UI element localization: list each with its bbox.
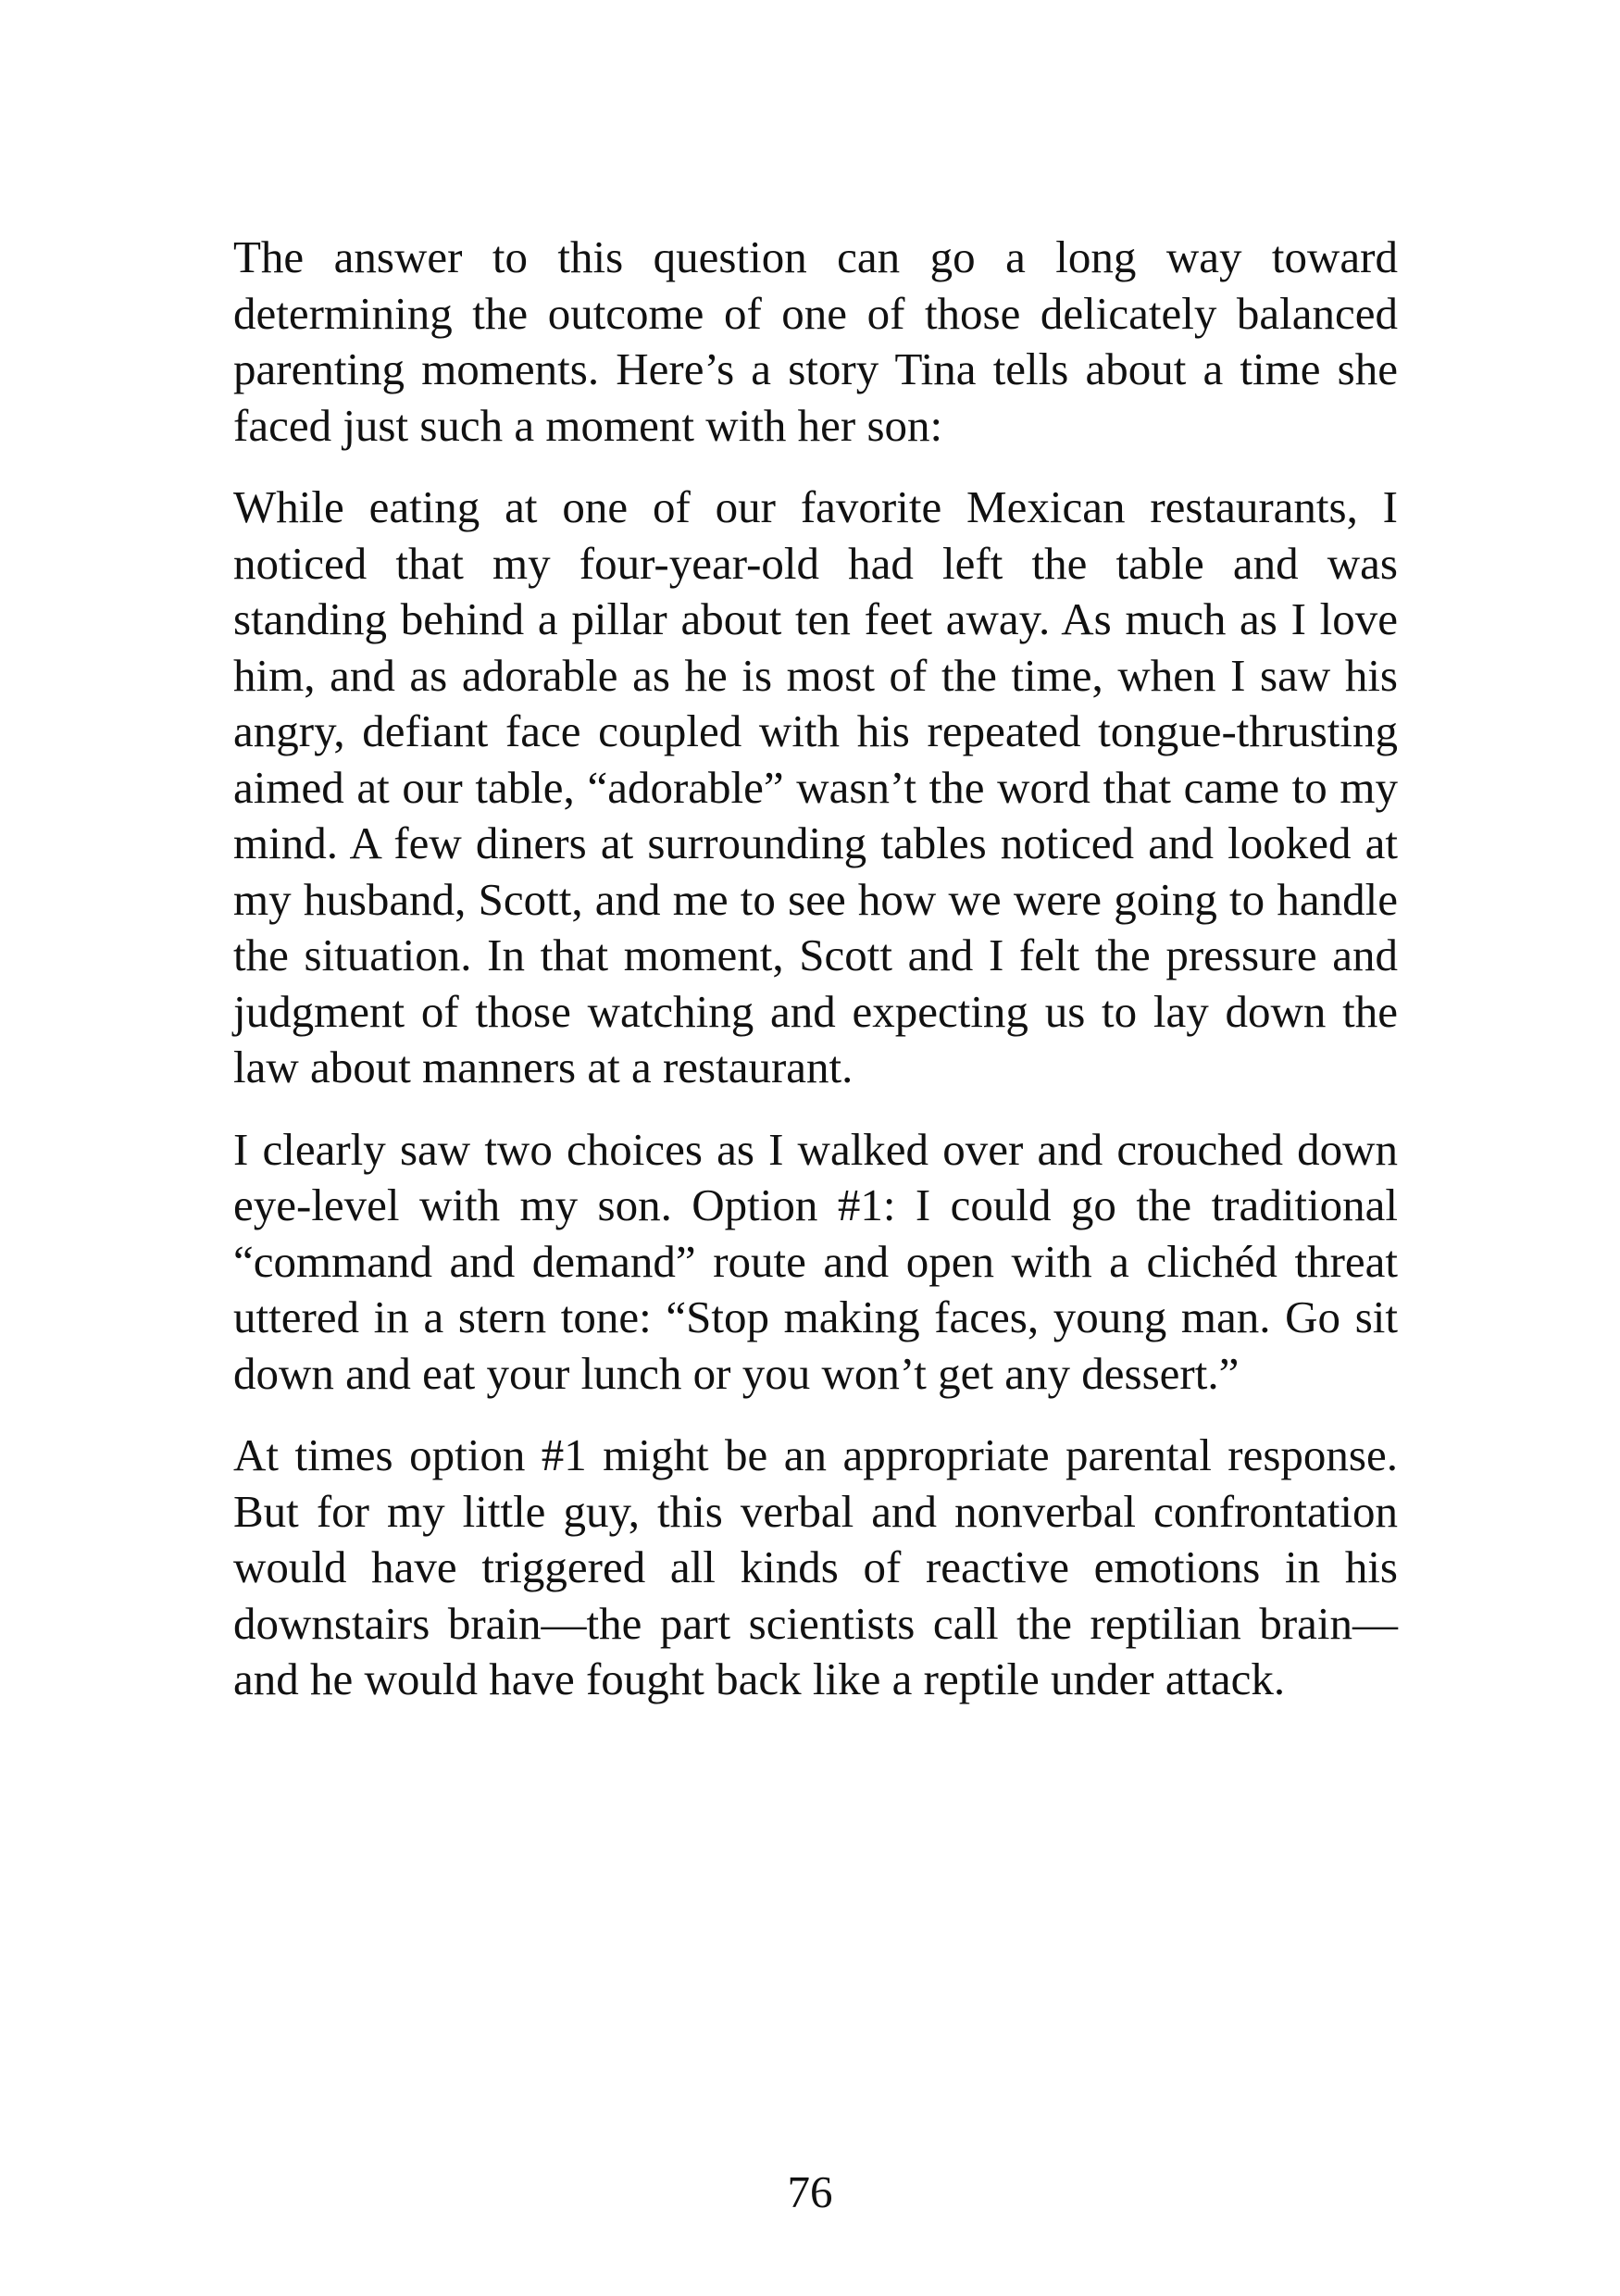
body-text	[233, 230, 1398, 1734]
paragraph-restaurant-story: While eating at one of our favorite Mexican restaurants, I noticed that my four-year-old had left the table and was standing behind a pillar about ten feet away. As much as I love him, and as adorable as he is most of the time, when I saw his angry, defiant face coupled with his repeated tongue-thrusting aimed at our table, “adorable” wasn’t the word that came to my mind. A few diners at surrounding tables noticed and looked at my husband, Scott, and me to see how we were going to handle the situation. In that moment, Scott and I felt the pressure and judgment of those watching and expecting us to lay down the law about manners at a restaurant.	[233, 481, 1398, 1092]
page-number: 76	[787, 2166, 833, 2217]
paragraph-reptilian-brain: At times option #1 might be an appropriate parental response. But for my little guy, this verbal and nonverbal confrontation would have triggered all kinds of reactive emotions in his downstairs brain—the part scientists call the reptilian brain—and he would have fought back like a reptile under attack.	[233, 1429, 1398, 1704]
paragraph-intro: The answer to this question can go a long way toward determining the outcome of one of those delicately balanced parenting moments. Here’s a story Tina tells about a time she faced just such a moment with her son:	[233, 231, 1398, 451]
paragraph-option-one: I clearly saw two choices as I walked over and crouched down eye-level with my son. Option #1: I could go the traditional “command and demand” route and open with a clichéd threat uttered in a stern tone: “Stop making faces, young man. Go sit down and eat your lunch or you won’t get any dessert.”	[233, 1123, 1398, 1399]
